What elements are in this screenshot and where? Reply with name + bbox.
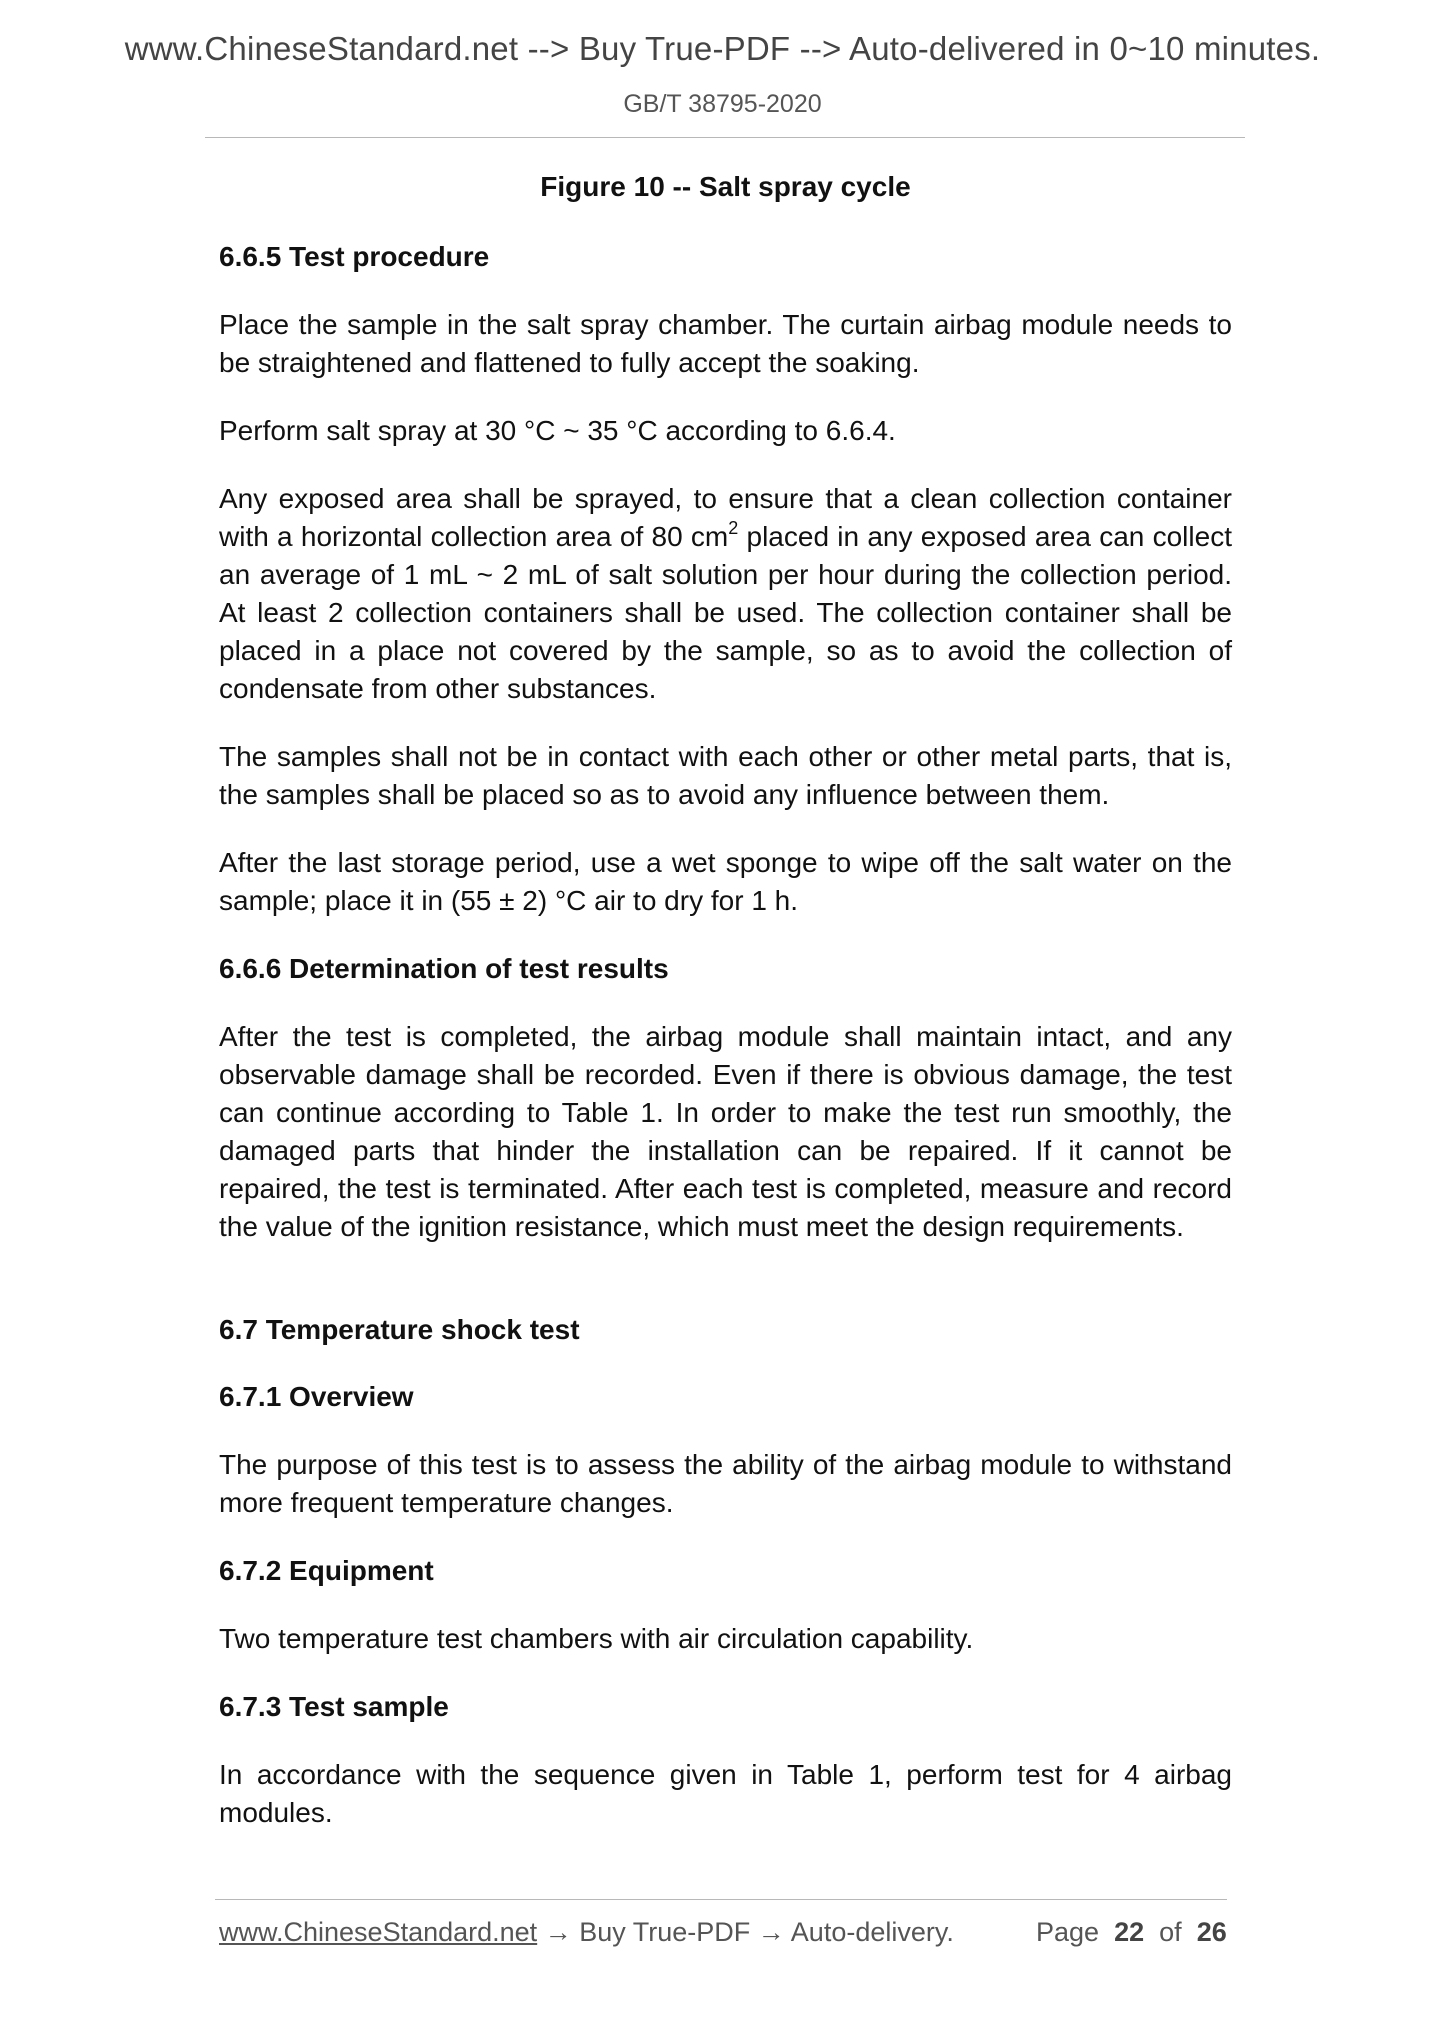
section-heading-6-7-1: 6.7.1 Overview (219, 1381, 414, 1412)
paragraph-text: Any exposed area shall be sprayed, to ensure that a clean collection container with a horizontal collection area of 80 cm (219, 483, 1232, 552)
arrow-icon: → (757, 1917, 785, 1947)
site-link[interactable]: www.ChineseStandard.net (219, 1917, 538, 1947)
page-indicator (1036, 1917, 1227, 1948)
arrow-icon: → (544, 1917, 572, 1947)
paragraph: The purpose of this test is to assess the ability of the airbag module to withstand more frequent temperature changes. (219, 1449, 1232, 1518)
paragraph: Two temperature test chambers with air circulation capability. (219, 1623, 974, 1654)
paragraph: After the last storage period, use a wet sponge to wipe off the salt water on the sample; place it in (55 ± 2) °C air to dry for 1 h. (219, 847, 1232, 916)
buy-text: Buy True-PDF (579, 1917, 751, 1947)
paragraph-text: placed in any exposed area can collect an average of 1 mL ~ 2 mL of salt solution per hour during the collection period. At least 2 collection containers shall be used. The collection container shall be placed in a place not covered by the sample, so as to avoid the collection of condensate from other substances. (219, 521, 1232, 704)
section-heading-6-7: 6.7 Temperature shock test (219, 1314, 580, 1345)
top-banner: www.ChineseStandard.net --> Buy True-PDF --> Auto-delivered in 0~10 minutes. (124, 30, 1321, 67)
paragraph: After the test is completed, the airbag module shall maintain intact, and any observable damage shall be recorded. Even if there is obvious damage, the test can continue according to Table 1. In order to make the test run smoothly, the damaged parts that hinder the installation can be repaired. If it cannot be repaired, the test is terminated. After each test is completed, measure and record the value of the ignition resistance, which must meet the design requirements. (219, 1021, 1232, 1242)
paragraph: Perform salt spray at 30 °C ~ 35 °C according to 6.6.4. (219, 415, 896, 446)
delivery-text: Auto-delivery. (790, 1917, 954, 1947)
section-heading-6-7-3: 6.7.3 Test sample (219, 1691, 449, 1722)
section-heading-6-6-6: 6.6.6 Determination of test results (219, 953, 669, 984)
footer-links (219, 1917, 954, 1948)
document-id: GB/T 38795-2020 (623, 90, 822, 118)
paragraph: Place the sample in the salt spray chamber. The curtain airbag module needs to be straightened and flattened to fully accept the soaking. (219, 309, 1232, 378)
superscript: 2 (728, 518, 739, 538)
figure-caption: Figure 10 -- Salt spray cycle (540, 171, 911, 202)
footer-divider (215, 1899, 1227, 1900)
header-divider (205, 137, 1245, 138)
section-heading-6-6-5: 6.6.5 Test procedure (219, 241, 490, 272)
paragraph: In accordance with the sequence given in Table 1, perform test for 4 airbag modules. (219, 1759, 1232, 1828)
of-label: of (1159, 1917, 1182, 1947)
page-total: 26 (1196, 1917, 1227, 1947)
page-current: 22 (1114, 1917, 1145, 1947)
page-label: Page (1036, 1917, 1100, 1947)
paragraph: The samples shall not be in contact with each other or other metal parts, that is, the samples shall be placed so as to avoid any influence between them. (219, 741, 1232, 810)
section-heading-6-7-2: 6.7.2 Equipment (219, 1555, 434, 1586)
paragraph (219, 480, 1232, 708)
